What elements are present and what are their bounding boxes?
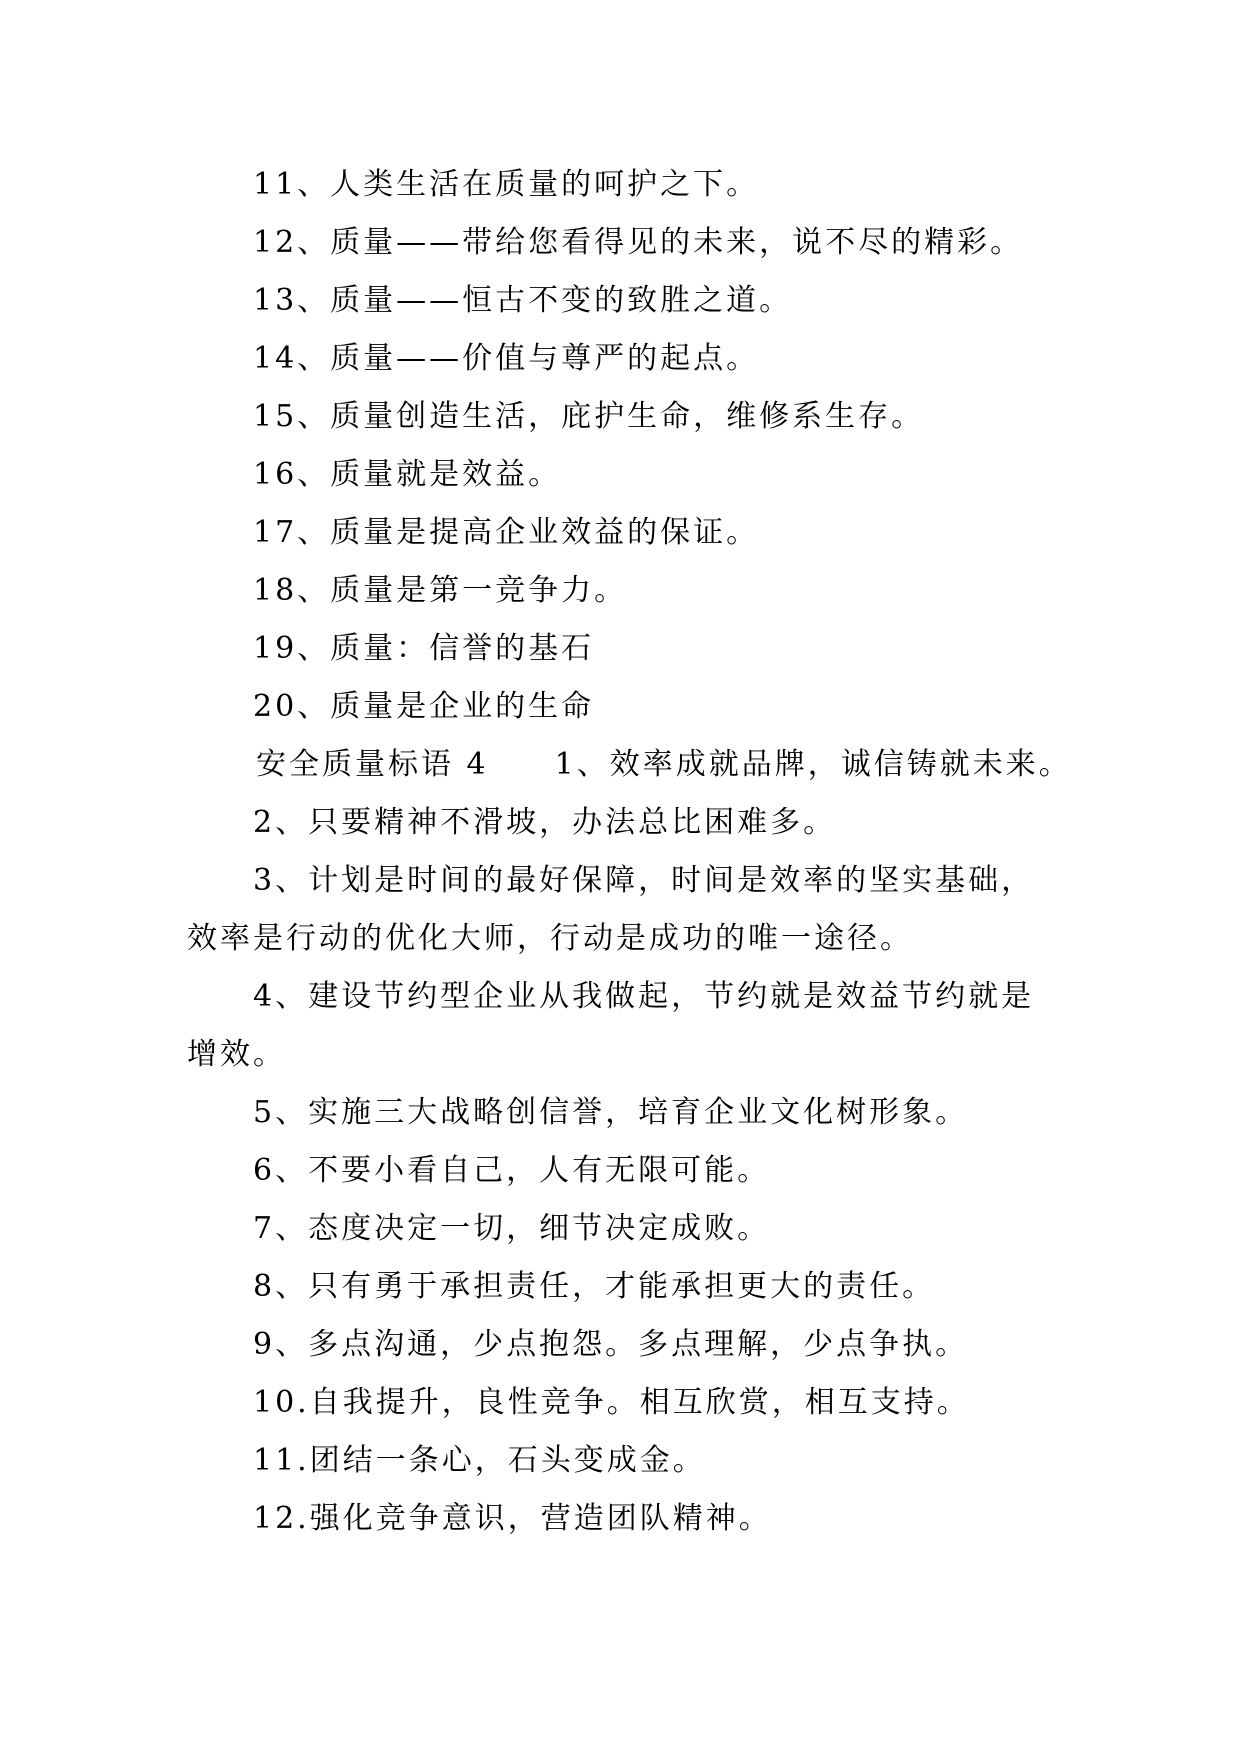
slogan-line-5: 5、实施三大战略创信誉，培育企业文化树形象。 xyxy=(253,1095,969,1130)
slogan-line-8: 8、只有勇于承担责任，才能承担更大的责任。 xyxy=(253,1269,936,1304)
slogan-line-7: 7、态度决定一切，细节决定成败。 xyxy=(253,1211,771,1246)
slogan-line-3: 3、计划是时间的最好保障，时间是效率的坚实基础， xyxy=(253,863,1035,898)
slogan-line-12: 12、质量——带给您看得见的未来，说不尽的精彩。 xyxy=(253,225,1024,260)
slogan-line-3-continued: 效率是行动的优化大师，行动是成功的唯一途径。 xyxy=(187,921,913,956)
slogan-line-11: 11、人类生活在质量的呵护之下。 xyxy=(253,167,760,202)
slogan-line-4-continued: 增效。 xyxy=(187,1037,286,1072)
slogan-line-15: 15、质量创造生活，庇护生命，维修系生存。 xyxy=(253,399,925,434)
slogan-line-9: 9、多点沟通，少点抱怨。多点理解，少点争执。 xyxy=(253,1327,969,1362)
slogan-line-6: 6、不要小看自己，人有无限可能。 xyxy=(253,1153,771,1188)
slogan-line-10: 10.自我提升，良性竞争。相互欣赏，相互支持。 xyxy=(253,1385,970,1420)
slogan-line-13: 13、质量——恒古不变的致胜之道。 xyxy=(253,283,793,318)
section-heading-line: 安全质量标语 4 1、效率成就品牌，诚信铸就未来。 xyxy=(256,747,1072,782)
slogan-line-19: 19、质量：信誉的基石 xyxy=(253,631,595,666)
slogan-line-17: 17、质量是提高企业效益的保证。 xyxy=(253,515,760,550)
slogan-line-11b: 11.团结一条心，石头变成金。 xyxy=(253,1443,706,1478)
slogan-line-2: 2、只要精神不滑坡，办法总比困难多。 xyxy=(253,805,837,840)
slogan-line-20: 20、质量是企业的生命 xyxy=(253,689,595,724)
slogan-line-16: 16、质量就是效益。 xyxy=(253,457,562,492)
slogan-line-14: 14、质量——价值与尊严的起点。 xyxy=(253,341,760,376)
slogan-line-4: 4、建设节约型企业从我做起，节约就是效益节约就是 xyxy=(253,979,1035,1014)
slogan-line-18: 18、质量是第一竞争力。 xyxy=(253,573,628,608)
slogan-line-12b: 12.强化竞争意识，营造团队精神。 xyxy=(253,1501,772,1536)
